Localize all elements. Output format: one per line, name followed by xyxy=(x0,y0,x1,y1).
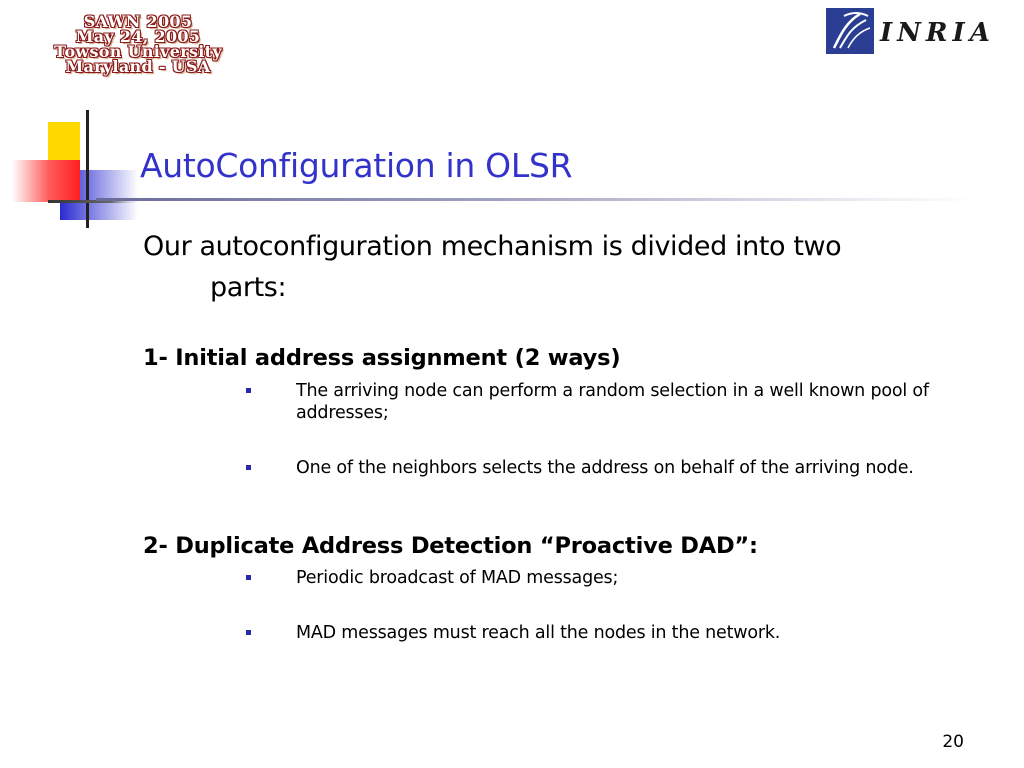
stamp-line-event: SAWN 2005 xyxy=(83,12,193,31)
bullet-text: One of the neighbors selects the address on behalf of the arriving node. xyxy=(296,458,914,478)
inria-logo xyxy=(826,8,1006,56)
intro-line-1: Our autoconfiguration mechanism is divided into two xyxy=(143,231,842,262)
title-underline xyxy=(96,198,976,201)
section-heading-dad: 2- Duplicate Address Detection “Proactive DAD”: xyxy=(143,533,758,559)
slide-title: AutoConfiguration in OLSR xyxy=(140,146,573,185)
bullet-square-icon xyxy=(246,465,251,470)
intro-line-2: parts: xyxy=(210,272,287,303)
bullet-text: Periodic broadcast of MAD messages; xyxy=(296,568,619,588)
bullet-square-icon xyxy=(246,630,251,635)
bullet-square-icon xyxy=(246,388,251,393)
stamp-line-location: Maryland - USA xyxy=(65,57,211,76)
intro-paragraph xyxy=(143,226,983,308)
stamp-line-date: May 24, 2005 xyxy=(75,27,201,46)
event-stamp xyxy=(22,14,254,74)
decorative-cross-graphic xyxy=(0,100,150,240)
bullet-square-icon xyxy=(246,575,251,580)
page-number: 20 xyxy=(942,732,964,752)
section-heading-initial-assignment: 1- Initial address assignment (2 ways) xyxy=(143,345,621,371)
stamp-line-venue: Towson University xyxy=(54,42,222,61)
bullet-text: The arriving node can perform a random selection in a well known pool of addresses; xyxy=(296,381,929,423)
inria-logo-mark-icon xyxy=(826,8,874,54)
bullet-text: MAD messages must reach all the nodes in the network. xyxy=(296,623,781,643)
inria-logo-text: INRIA xyxy=(880,18,995,48)
